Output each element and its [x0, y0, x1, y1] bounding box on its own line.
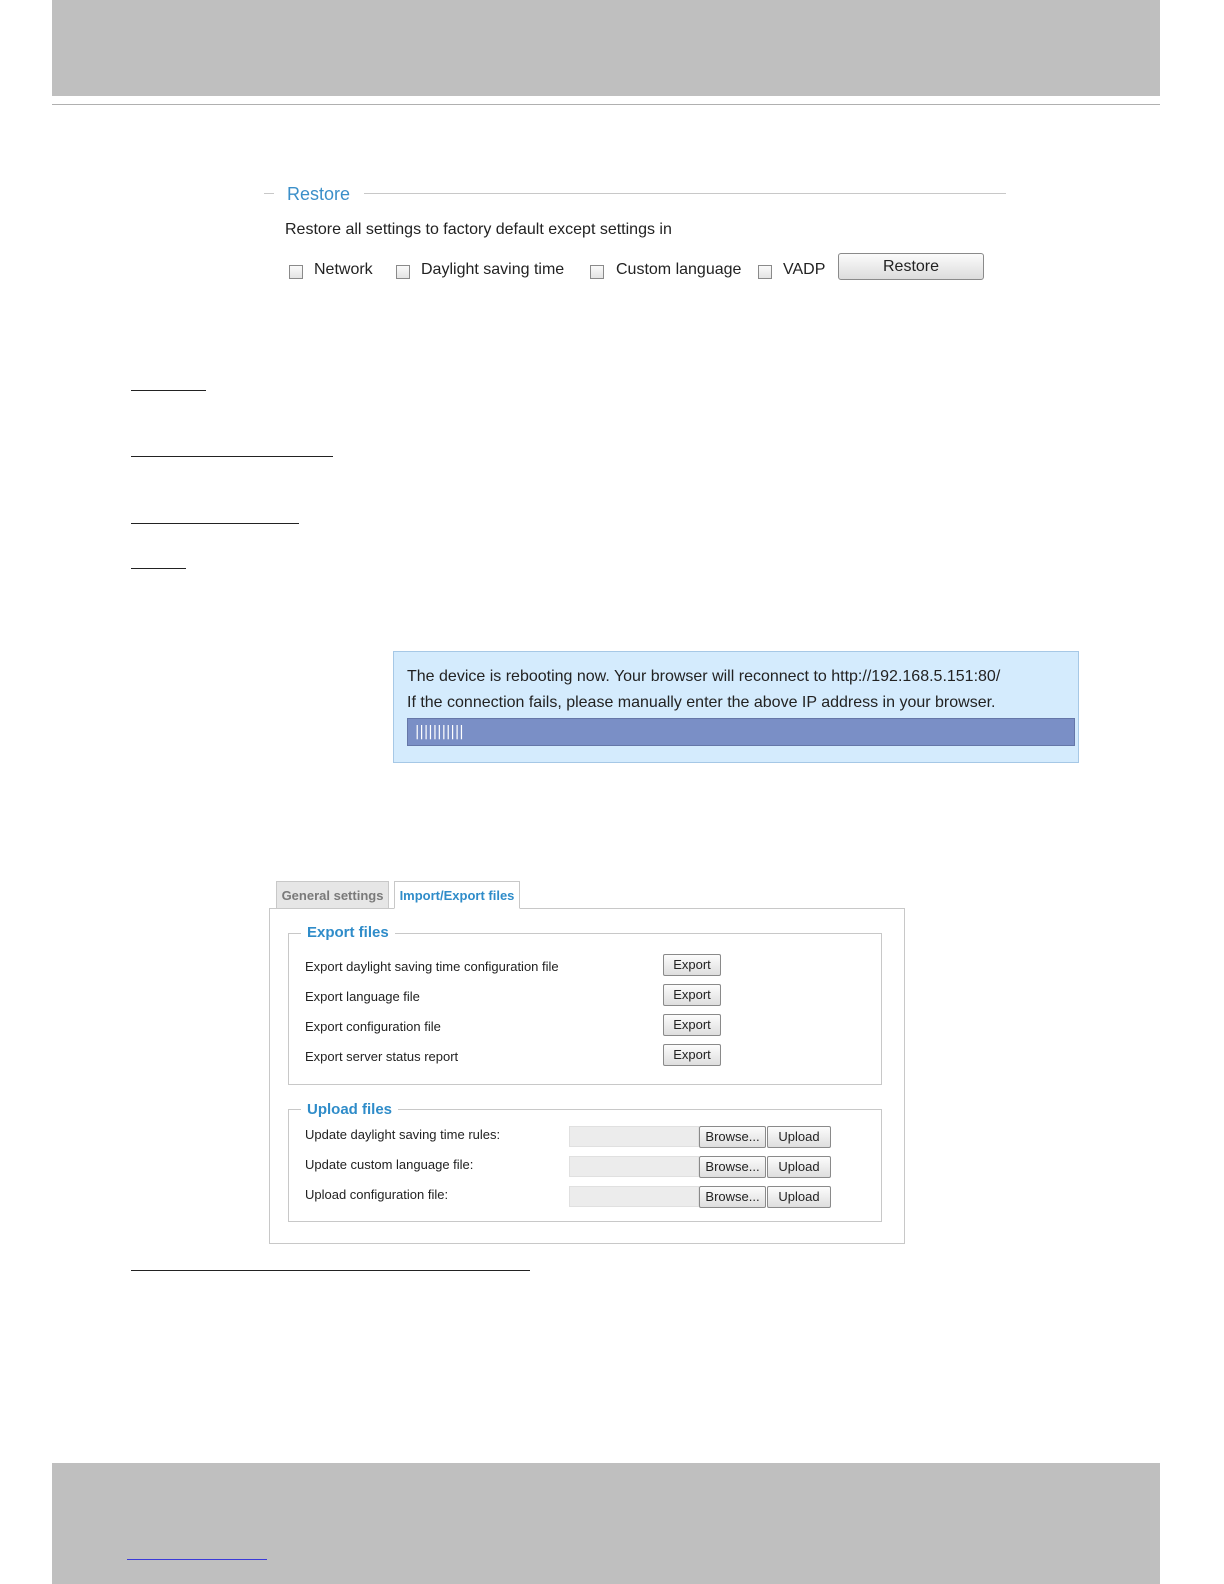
- export-row-label: Export daylight saving time configuration file: [305, 959, 559, 974]
- restore-fieldset-border: [264, 193, 274, 194]
- tab-import-export-files[interactable]: Import/Export files: [394, 881, 520, 909]
- reboot-instructions: If the connection fails, please manually enter the above IP address in your browser.: [407, 694, 996, 711]
- restore-description: Restore all settings to factory default except settings in: [285, 221, 672, 238]
- custom-language-checkbox[interactable]: [590, 265, 604, 279]
- restore-fieldset-border: [364, 193, 1006, 194]
- reboot-message: The device is rebooting now. Your browser will reconnect to http://192.168.5.151:80/: [407, 668, 1001, 685]
- upload-row-label: Update daylight saving time rules:: [305, 1127, 501, 1142]
- upload-files-legend: Upload files: [301, 1101, 398, 1118]
- vadp-checkbox[interactable]: [758, 265, 772, 279]
- underline-rule: [131, 523, 299, 524]
- custom-language-checkbox-label: Custom language: [616, 261, 742, 278]
- upload-daylight-rules-button[interactable]: Upload: [767, 1126, 831, 1148]
- upload-row-label: Upload configuration file:: [305, 1187, 449, 1202]
- underline-rule: [131, 390, 206, 391]
- export-daylight-button[interactable]: Export: [663, 954, 721, 976]
- header-divider: [52, 104, 1160, 105]
- network-checkbox-label: Network: [314, 261, 373, 278]
- page-header-band: [52, 0, 1160, 96]
- page-footer-band: [52, 1463, 1160, 1584]
- daylight-saving-checkbox[interactable]: [396, 265, 410, 279]
- browse-button[interactable]: Browse...: [699, 1186, 766, 1208]
- configuration-file-input[interactable]: [569, 1186, 699, 1207]
- underline-rule: [131, 568, 186, 569]
- export-row-label: Export server status report: [305, 1049, 459, 1064]
- reboot-progress-ticks: |||||||||||: [413, 724, 462, 740]
- tab-general-settings[interactable]: General settings: [276, 881, 389, 909]
- export-server-status-button[interactable]: Export: [663, 1044, 721, 1066]
- export-language-button[interactable]: Export: [663, 984, 721, 1006]
- underline-rule: [131, 456, 333, 457]
- upload-custom-language-button[interactable]: Upload: [767, 1156, 831, 1178]
- export-configuration-button[interactable]: Export: [663, 1014, 721, 1036]
- browse-button[interactable]: Browse...: [699, 1156, 766, 1178]
- daylight-rules-file-input[interactable]: [569, 1126, 699, 1147]
- upload-configuration-button[interactable]: Upload: [767, 1186, 831, 1208]
- footer-link[interactable]: [127, 1559, 267, 1560]
- vadp-checkbox-label: VADP: [783, 261, 826, 278]
- export-row-label: Export configuration file: [305, 1019, 441, 1034]
- reboot-progress-bar: [407, 718, 1075, 746]
- network-checkbox[interactable]: [289, 265, 303, 279]
- custom-language-file-input[interactable]: [569, 1156, 699, 1177]
- browse-button[interactable]: Browse...: [699, 1126, 766, 1148]
- underline-rule: [131, 1270, 530, 1271]
- upload-row-label: Update custom language file:: [305, 1157, 474, 1172]
- restore-section-title: Restore: [287, 184, 351, 204]
- daylight-saving-checkbox-label: Daylight saving time: [421, 261, 565, 278]
- export-row-label: Export language file: [305, 989, 420, 1004]
- export-files-legend: Export files: [301, 924, 395, 941]
- restore-button[interactable]: Restore: [838, 253, 984, 280]
